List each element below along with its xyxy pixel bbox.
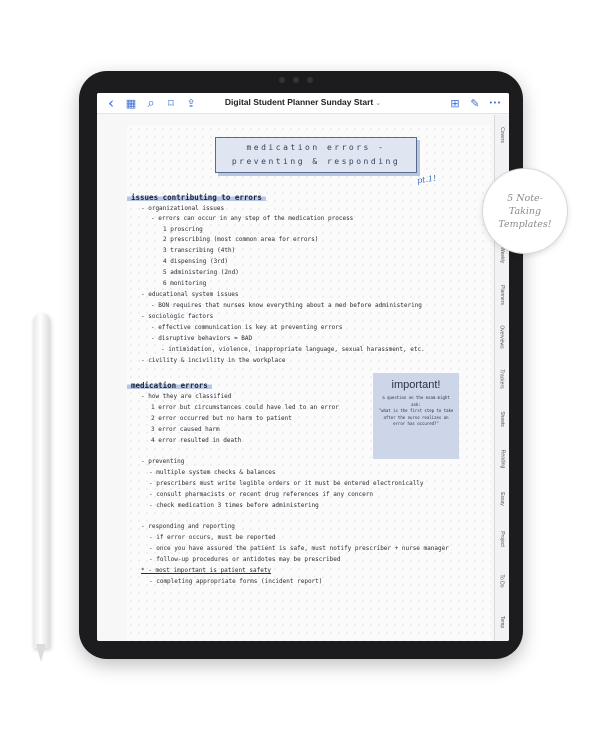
share-icon[interactable]: ⇪	[186, 96, 196, 110]
tab-label: To Do	[499, 574, 505, 588]
tab-trackers[interactable]	[494, 359, 509, 400]
tab-planners[interactable]	[494, 275, 509, 316]
more-icon[interactable]: •••	[488, 99, 502, 107]
note-line: 3 error caused harm	[151, 426, 220, 433]
note-line: 2 error occurred but no harm to patient	[151, 415, 292, 422]
grid-icon[interactable]: ▦	[125, 96, 137, 110]
note-line: - civility & incivility in the workplace	[141, 357, 286, 364]
note-line-important: * - most important is patient safety	[141, 567, 272, 574]
note-line: - disruptive behaviors = BAD	[151, 335, 253, 342]
tab-essay[interactable]	[494, 479, 509, 520]
tab-label: Overviews	[499, 325, 505, 349]
note-line: 6 monitoring	[163, 280, 207, 287]
apple-pencil	[33, 313, 50, 648]
badge-line: Taking	[508, 205, 542, 217]
note-line: - BON requires that nurses know everything about a med before administering	[151, 302, 422, 309]
tab-temp[interactable]	[494, 603, 509, 641]
important-title: important!	[391, 379, 441, 391]
page-tag: pt.1!	[416, 173, 437, 186]
section-heading: medication errors	[127, 381, 212, 390]
note-line: - errors can occur in any step of the medication process	[151, 215, 354, 222]
back-icon[interactable]: ‹	[108, 94, 114, 112]
note-page[interactable]	[127, 125, 491, 641]
note-title-line1: medication errors -	[246, 143, 386, 152]
important-body: a question on the exam might ask: "what is the first step to take after the nurse realizes an error has occured?"	[378, 395, 454, 426]
note-line: - how they are classified	[141, 393, 232, 400]
tab-label: Reading	[499, 449, 506, 469]
badge-line: 5 Note-	[507, 192, 543, 204]
templates-badge	[482, 168, 568, 254]
tab-label: Temp	[498, 615, 505, 629]
badge-line: Templates!	[498, 218, 552, 230]
note-line: - organizational issues	[141, 205, 225, 212]
tab-project[interactable]	[494, 519, 509, 560]
note-line: - sociologic factors	[141, 313, 214, 320]
section-heading: issues contributing to errors	[127, 193, 266, 202]
chevron-down-icon: ⌄	[375, 100, 382, 107]
note-line: - intimidation, violence, inappropriate language, sexual harassment, etc.	[161, 346, 425, 353]
tab-label: Trackers	[499, 369, 506, 389]
note-line: 5 administering (2nd)	[163, 269, 239, 276]
note-line: - once you have assured the patient is safe, must notify prescriber + nurse manager	[149, 545, 449, 552]
tab-overviews[interactable]	[494, 315, 509, 360]
note-line: - educational system issues	[141, 291, 239, 298]
important-sticky-note	[373, 373, 459, 459]
tablet-frame	[79, 71, 523, 659]
note-line: - responding and reporting	[141, 523, 235, 530]
bookmark-icon[interactable]: ⌑	[168, 96, 174, 110]
note-line: - if error occurs, must be reported	[149, 534, 276, 541]
tab-label: Sheets	[499, 411, 506, 427]
note-line: 3 transcribing (4th)	[163, 247, 236, 254]
app-toolbar	[97, 93, 509, 114]
tab-label: Planners	[499, 285, 506, 305]
note-title-line2: preventing & responding	[231, 157, 401, 166]
note-line: - preventing	[141, 458, 185, 465]
note-line: - follow-up procedures or antidotes may be prescribed	[149, 556, 341, 563]
tab-label: Covers	[499, 127, 505, 143]
note-line: 1 proscring	[163, 226, 203, 233]
note-line: - completing appropriate forms (incident report)	[149, 578, 323, 585]
tab-label: Project	[499, 531, 505, 547]
camera-bar	[279, 77, 323, 83]
note-line: 4 dispensing (3rd)	[163, 258, 229, 265]
add-page-icon[interactable]: ⊞	[450, 96, 460, 110]
note-line: - prescribers must write legible orders or it must be entered electronically	[149, 480, 424, 487]
pen-icon[interactable]: ✎	[470, 96, 480, 110]
note-line: 4 error resulted in death	[151, 437, 242, 444]
note-line: - check medication 3 times before administering	[149, 502, 319, 509]
tab-label: Essay	[499, 492, 505, 506]
note-title-box	[215, 137, 417, 173]
tablet-screen	[97, 93, 509, 641]
note-line: 1 error but circumstances could have led to an error	[151, 404, 339, 411]
note-line: - effective communication is key at preventing errors	[151, 324, 343, 331]
search-icon[interactable]: ⌕	[147, 95, 155, 111]
tab-label: Weekly	[499, 246, 505, 264]
tab-reading[interactable]	[494, 439, 509, 480]
tab-covers[interactable]	[494, 115, 509, 156]
document-title-text: Digital Student Planner Sunday Start	[224, 97, 374, 107]
apple-pencil-tip	[36, 644, 46, 662]
tab-to-do[interactable]	[494, 559, 509, 604]
tab-sheets[interactable]	[494, 399, 509, 440]
note-line: - consult pharmacists or recent drug references if any concern	[149, 491, 373, 498]
note-line: - multiple system checks & balances	[149, 469, 276, 476]
note-line: 2 prescribing (most common area for errors)	[163, 236, 319, 243]
